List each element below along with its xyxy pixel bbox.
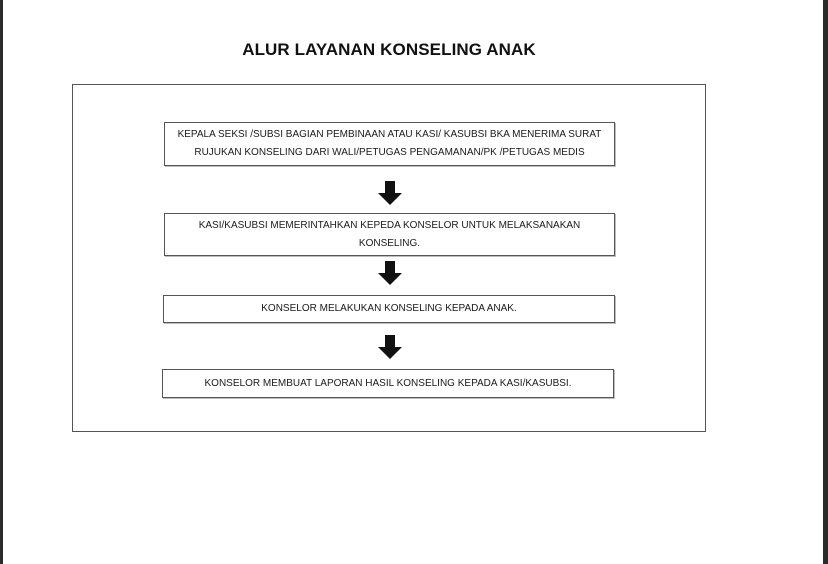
diagram-title: ALUR LAYANAN KONSELING ANAK — [242, 40, 536, 59]
right-edge-border — [823, 0, 828, 564]
step-4-text: KONSELOR MEMBUAT LAPORAN HASIL KONSELING KEPADA KASI/KASUBSI. — [204, 377, 572, 389]
down-arrow-icon — [378, 181, 402, 205]
step-2-text: KASI/KASUBSI MEMERINTAHKAN KEPEDA KONSELOR UNTUK MELAKSANAKAN KONSELING. — [198, 219, 581, 249]
step-1-box — [164, 122, 615, 166]
down-arrow-icon — [378, 335, 402, 359]
step-3-text: KONSELOR MELAKUKAN KONSELING KEPADA ANAK. — [261, 303, 517, 314]
step-3-box — [163, 295, 615, 323]
step-2-box — [164, 213, 615, 256]
left-edge-border — [0, 0, 3, 564]
step-4-box — [162, 369, 614, 398]
down-arrow-icon — [378, 261, 402, 285]
step-1-text: KEPALA SEKSI /SUBSI BAGIAN PEMBINAAN ATAU KASI/ KASUBSI BKA MENERIMA SURAT RUJUKAN KONSELING DARI WALI/PETUGAS PENGAMANAN/PK /PETUGAS MEDIS — [177, 129, 602, 158]
